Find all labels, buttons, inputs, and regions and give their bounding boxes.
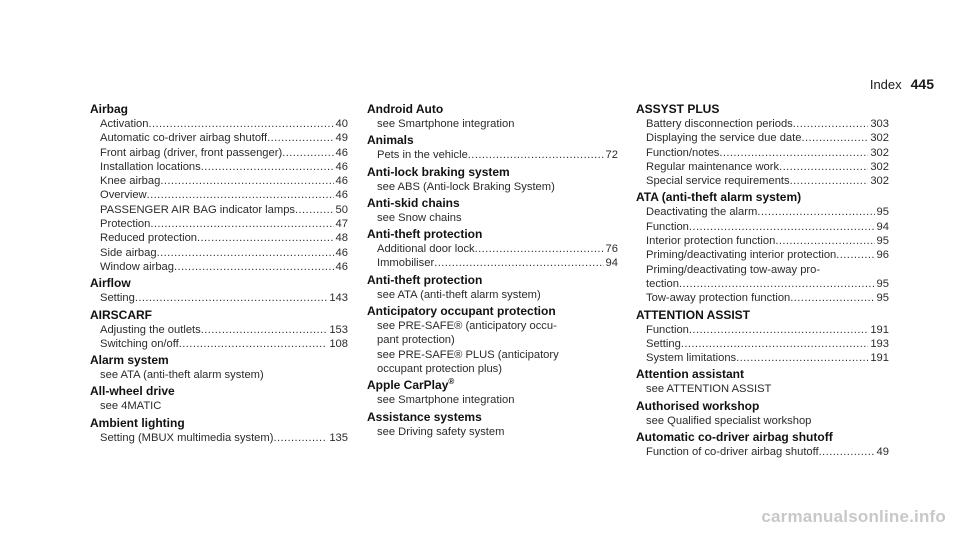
header-title: Index [869, 77, 902, 92]
index-subentry: Interior protection function ..... 95 [636, 234, 889, 248]
page-reference: 49 [335, 132, 348, 145]
index-subentry: tection ..... 95 [636, 277, 889, 291]
index-subentry: Knee airbag ..... 46 [90, 174, 348, 188]
index-entry [367, 196, 618, 225]
page-reference: 191 [870, 352, 889, 365]
index-entry [367, 133, 618, 162]
page-reference: 49 [876, 446, 889, 459]
page-reference: 96 [876, 249, 889, 262]
index-entry [367, 273, 618, 302]
index-heading: Anti-theft protection [367, 227, 483, 242]
index-entry [636, 308, 889, 366]
index-heading: Ambient lighting [90, 415, 185, 430]
index-heading: Anti-skid chains [367, 195, 460, 210]
index-entry [367, 378, 618, 407]
index-subentry: Additional door lock ..... 76 [367, 242, 618, 256]
page-reference: 47 [335, 218, 348, 231]
index-heading: Airbag [90, 102, 129, 116]
index-crossref: see Driving safety system [377, 425, 505, 438]
index-column-3 [636, 102, 889, 461]
page-reference: 72 [605, 149, 618, 162]
index-subentry: Setting ..... 193 [636, 337, 889, 351]
index-heading: AIRSCARF [90, 307, 152, 322]
index-subentry: Automatic co-driver airbag shutoff ..... 49 [90, 131, 348, 145]
index-crossref: see ABS (Anti-lock Braking System) [377, 180, 555, 193]
page-reference: 193 [870, 337, 889, 350]
index-heading: Assistance systems [367, 409, 482, 424]
page-reference: 143 [329, 292, 348, 305]
page-reference: 302 [870, 160, 889, 173]
index-heading: ATA (anti-theft alarm system) [636, 190, 802, 205]
index-subentry: Switching on/off ..... 108 [90, 337, 348, 351]
page-number: 445 [910, 76, 934, 92]
index-crossref: see PRE-SAFE® (anticipatory occu- [377, 320, 557, 333]
index-heading: All-wheel drive [90, 384, 175, 399]
index-heading: Anti-theft protection [367, 272, 483, 287]
index-entry [367, 410, 618, 439]
index-subentry: Immobiliser ..... 94 [367, 256, 618, 270]
page-reference: 302 [870, 146, 889, 159]
index-crossref: pant protection) [377, 334, 455, 347]
index-subentry: Displaying the service due date ..... 302 [636, 131, 889, 145]
index-heading: ASSYST PLUS [636, 102, 720, 116]
page-reference: 108 [329, 337, 348, 350]
index-heading: ATTENTION ASSIST [636, 307, 750, 322]
index-entry [636, 367, 889, 396]
index-subentry: Overview ..... 46 [90, 188, 348, 202]
index-subentry: Setting ..... 143 [90, 291, 348, 305]
index-subentry: Adjusting the outlets ..... 153 [90, 323, 348, 337]
index-subentry: Tow-away protection function ..... 95 [636, 291, 889, 305]
page-reference: 95 [876, 206, 889, 219]
index-heading: Authorised workshop [636, 398, 760, 413]
page-reference: 94 [876, 220, 889, 233]
index-entry [90, 102, 348, 274]
index-subentry: Pets in the vehicle ..... 72 [367, 148, 618, 162]
page-reference: 94 [605, 257, 618, 270]
index-entry [90, 276, 348, 305]
index-entry [90, 353, 348, 382]
index-subentry: Reduced protection ..... 48 [90, 231, 348, 245]
index-subentry: Priming/deactivating interior protection ..... 96 [636, 248, 889, 262]
index-heading: Apple CarPlay® [367, 377, 455, 393]
index-subentry: Activation ..... 40 [90, 117, 348, 131]
page-reference: 46 [335, 175, 348, 188]
index-crossref: see 4MATIC [100, 400, 162, 413]
page-reference: 46 [335, 189, 348, 202]
index-column-2 [367, 102, 618, 441]
index-entry [636, 430, 889, 459]
index-subentry: Installation locations ..... 46 [90, 160, 348, 174]
page-reference: 95 [876, 277, 889, 290]
index-crossref: see ATTENTION ASSIST [646, 383, 772, 396]
page-reference: 48 [335, 232, 348, 245]
page-reference: 302 [870, 175, 889, 188]
index-subentry: Battery disconnection periods ..... 303 [636, 117, 889, 131]
index-crossref: see Qualified specialist workshop [646, 414, 812, 427]
page-reference: 95 [876, 292, 889, 305]
watermark: carmanualsonline.info [761, 507, 946, 526]
page-header [870, 76, 934, 92]
page-reference: 135 [329, 431, 348, 444]
index-crossref: see ATA (anti-theft alarm system) [377, 288, 541, 301]
index-heading: Airflow [90, 276, 131, 291]
index-heading: Anticipatory occupant protection [367, 304, 556, 319]
page-reference: 46 [335, 260, 348, 273]
index-entry [90, 308, 348, 352]
page-reference: 50 [335, 203, 348, 216]
index-crossref: see ATA (anti-theft alarm system) [100, 369, 264, 382]
page-reference: 76 [605, 243, 618, 256]
index-entry [367, 227, 618, 271]
index-crossref: see Smartphone integration [377, 394, 515, 407]
index-heading: Anti-lock braking system [367, 164, 510, 179]
index-subentry: Special service requirements ..... 302 [636, 174, 889, 188]
index-entry [367, 102, 618, 131]
index-subentry: Window airbag ..... 46 [90, 260, 348, 274]
index-subentry: Function of co-driver airbag shutoff ..... 49 [636, 445, 889, 459]
page-reference: 40 [335, 118, 348, 130]
index-entry [367, 304, 618, 376]
index-heading: Alarm system [90, 353, 169, 368]
index-subentry: Protection ..... 47 [90, 217, 348, 231]
index-subentry: Function ..... 94 [636, 220, 889, 234]
index-entry [90, 384, 348, 413]
index-subentry: Side airbag ..... 46 [90, 246, 348, 260]
index-column-1 [90, 102, 348, 447]
index-crossref: see Snow chains [377, 211, 462, 224]
index-subentry: Deactivating the alarm ..... 95 [636, 205, 889, 219]
index-crossref: occupant protection plus) [377, 362, 503, 375]
index-crossref: Priming/deactivating tow-away pro- [646, 263, 821, 276]
index-entry [636, 399, 889, 428]
page-reference: 46 [335, 146, 348, 159]
index-entry [636, 190, 889, 305]
index-entry [636, 102, 889, 188]
page-reference: 303 [870, 118, 889, 130]
index-heading: Attention assistant [636, 367, 745, 382]
page-reference: 46 [335, 160, 348, 173]
page-reference: 302 [870, 132, 889, 145]
index-entry [90, 416, 348, 445]
index-subentry: Setting (MBUX multimedia system) ..... 135 [90, 431, 348, 445]
page-reference: 46 [335, 246, 348, 259]
index-heading: Android Auto [367, 102, 444, 116]
index-subentry: System limitations ..... 191 [636, 351, 889, 365]
index-subentry: Front airbag (driver, front passenger) ..... 46 [90, 146, 348, 160]
page-reference: 153 [329, 323, 348, 336]
index-crossref: see Smartphone integration [377, 118, 515, 130]
index-subentry: Function/notes ..... 302 [636, 146, 889, 160]
index-heading: Animals [367, 133, 414, 148]
page-reference: 191 [870, 323, 889, 336]
index-crossref: see PRE-SAFE® PLUS (anticipatory [377, 348, 559, 361]
index-subentry: Regular maintenance work ..... 302 [636, 160, 889, 174]
index-subentry: Function ..... 191 [636, 323, 889, 337]
index-subentry: PASSENGER AIR BAG indicator lamps ..... 50 [90, 203, 348, 217]
page-reference: 95 [876, 235, 889, 248]
index-heading: Automatic co-driver airbag shutoff [636, 430, 833, 445]
index-entry [367, 165, 618, 194]
